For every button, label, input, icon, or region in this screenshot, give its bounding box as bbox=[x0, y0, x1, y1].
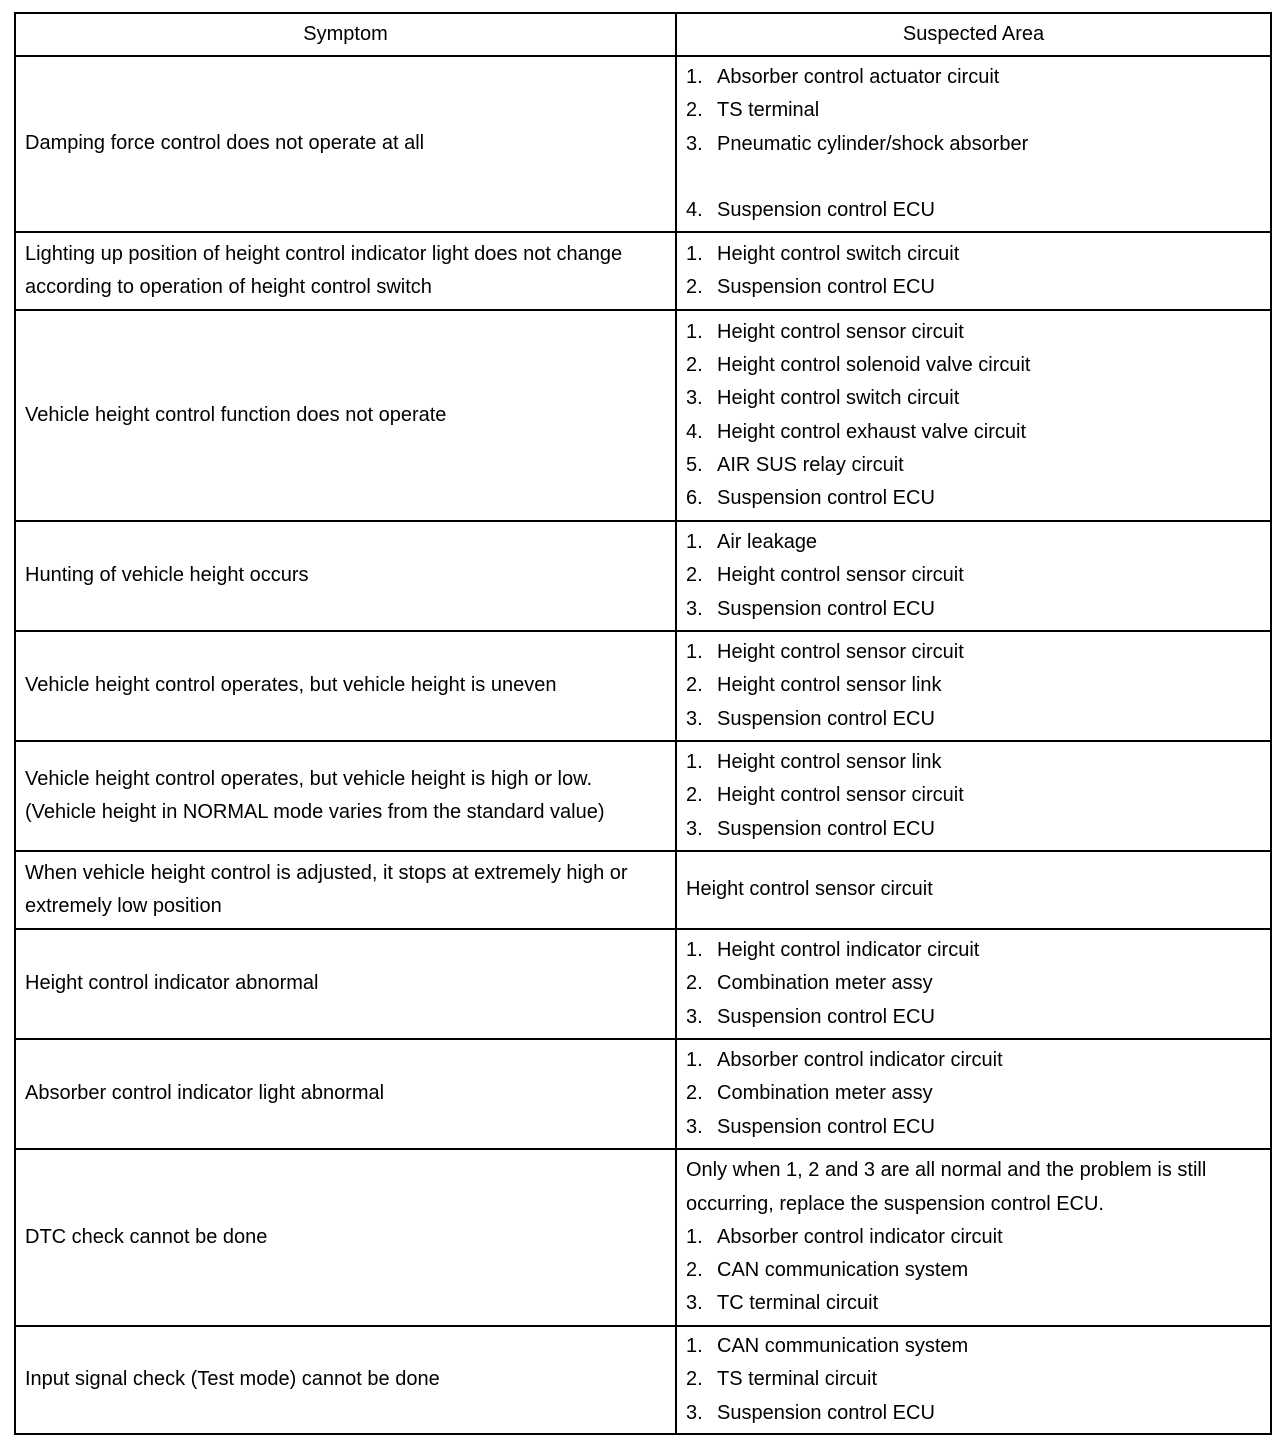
list-item: 1. Height control sensor circuit bbox=[686, 641, 964, 664]
table-row bbox=[16, 1327, 1272, 1435]
list-item: 4. Suspension control ECU bbox=[686, 198, 935, 221]
table-row bbox=[16, 1150, 1272, 1327]
suspected-area-cell bbox=[677, 930, 1272, 1038]
list-item: 1. Height control sensor link bbox=[686, 751, 942, 774]
symptom-cell: DTC check cannot be done bbox=[16, 1150, 677, 1325]
table-row bbox=[16, 311, 1272, 522]
list-item: 2. Suspension control ECU bbox=[686, 276, 935, 298]
symptom-cell: Damping force control does not operate at all bbox=[16, 57, 677, 231]
list-item: 1. Absorber control indicator circuit bbox=[686, 1049, 1003, 1072]
suspected-area-cell bbox=[677, 311, 1272, 520]
list-item: 3. Pneumatic cylinder/shock absorber bbox=[686, 132, 1029, 155]
list-item: 4. Height control exhaust valve circuit bbox=[686, 420, 1027, 443]
symptom-cell: Input signal check (Test mode) cannot be done bbox=[16, 1327, 677, 1433]
list-item: 1. Height control indicator circuit bbox=[686, 939, 980, 962]
list-item: 2. TS terminal bbox=[686, 99, 820, 122]
table-row bbox=[16, 233, 1272, 311]
table-row bbox=[16, 522, 1272, 632]
symptom-cell: Vehicle height control operates, but vehicle height is uneven bbox=[16, 632, 677, 740]
suspected-area-cell bbox=[677, 57, 1272, 231]
list-item: 3. Suspension control ECU bbox=[686, 1401, 935, 1424]
symptom-cell: Absorber control indicator light abnormal bbox=[16, 1040, 677, 1148]
suspected-area-cell: Height control sensor circuit bbox=[677, 852, 1272, 928]
list-item: 2. Combination meter assy bbox=[686, 972, 933, 995]
suspected-area-cell bbox=[677, 522, 1272, 630]
list-item: 3. Suspension control ECU bbox=[686, 707, 935, 730]
table-row bbox=[16, 57, 1272, 233]
table-row bbox=[16, 852, 1272, 930]
table-row bbox=[16, 930, 1272, 1040]
suspected-area-cell bbox=[677, 1150, 1272, 1325]
list-item: 1. Absorber control indicator circuit bbox=[686, 1225, 1003, 1248]
list-item: 5. AIR SUS relay circuit bbox=[686, 453, 904, 476]
list-item: 2. TS terminal circuit bbox=[686, 1368, 878, 1391]
table-row bbox=[16, 1040, 1272, 1150]
list-item: 1. Height control switch circuit bbox=[686, 242, 960, 265]
header-symptom: Symptom bbox=[16, 14, 677, 55]
list-item: 2. Combination meter assy bbox=[686, 1082, 933, 1105]
symptom-cell: Hunting of vehicle height occurs bbox=[16, 522, 677, 630]
list-item: 3. TC terminal circuit bbox=[686, 1292, 879, 1315]
symptom-cell: Height control indicator abnormal bbox=[16, 930, 677, 1038]
suspected-area-cell bbox=[677, 632, 1272, 740]
symptom-cell: Vehicle height control function does not operate bbox=[16, 311, 677, 520]
list-item: 3. Suspension control ECU bbox=[686, 597, 935, 620]
suspected-area-cell bbox=[677, 233, 1272, 309]
list-item: 3. Height control switch circuit bbox=[686, 387, 960, 410]
symptom-cell: Lighting up position of height control indicator light does not change according to operation of height control switch bbox=[16, 233, 677, 309]
list-item: 1. Height control sensor circuit bbox=[686, 320, 964, 343]
header-suspected-area: Suspected Area bbox=[677, 14, 1272, 55]
list-item: 2. CAN communication system bbox=[686, 1259, 969, 1282]
list-item: 1. Absorber control actuator circuit bbox=[686, 65, 1000, 88]
table-header-row bbox=[16, 14, 1272, 57]
list-item: 1. CAN communication system bbox=[686, 1335, 969, 1358]
suspected-area-cell bbox=[677, 742, 1272, 850]
list-item: 3. Suspension control ECU bbox=[686, 1115, 935, 1138]
list-item: 2. Height control solenoid valve circuit bbox=[686, 353, 1031, 376]
list-item: 3. Suspension control ECU bbox=[686, 817, 935, 840]
symptom-cell: Vehicle height control operates, but vehicle height is high or low. (Vehicle height in NORMAL mode varies from the standard value) bbox=[16, 742, 677, 850]
list-item: 2. Height control sensor circuit bbox=[686, 784, 964, 807]
list-item: 1. Air leakage bbox=[686, 531, 818, 554]
symptom-table bbox=[14, 12, 1272, 1435]
symptom-cell: When vehicle height control is adjusted, it stops at extremely high or extremely low position bbox=[16, 852, 677, 928]
suspected-area-cell bbox=[677, 1040, 1272, 1148]
table-row bbox=[16, 742, 1272, 852]
suspected-area-cell bbox=[677, 1327, 1272, 1433]
area-note: Only when 1, 2 and 3 are all normal and the problem is still occurring, replace the suspension control ECU. bbox=[686, 1159, 1207, 1215]
list-item: 2. Height control sensor link bbox=[686, 674, 942, 697]
list-item: 2. Height control sensor circuit bbox=[686, 564, 964, 587]
table-row bbox=[16, 632, 1272, 742]
list-item: 3. Suspension control ECU bbox=[686, 1005, 935, 1028]
list-item: 6. Suspension control ECU bbox=[686, 487, 935, 510]
